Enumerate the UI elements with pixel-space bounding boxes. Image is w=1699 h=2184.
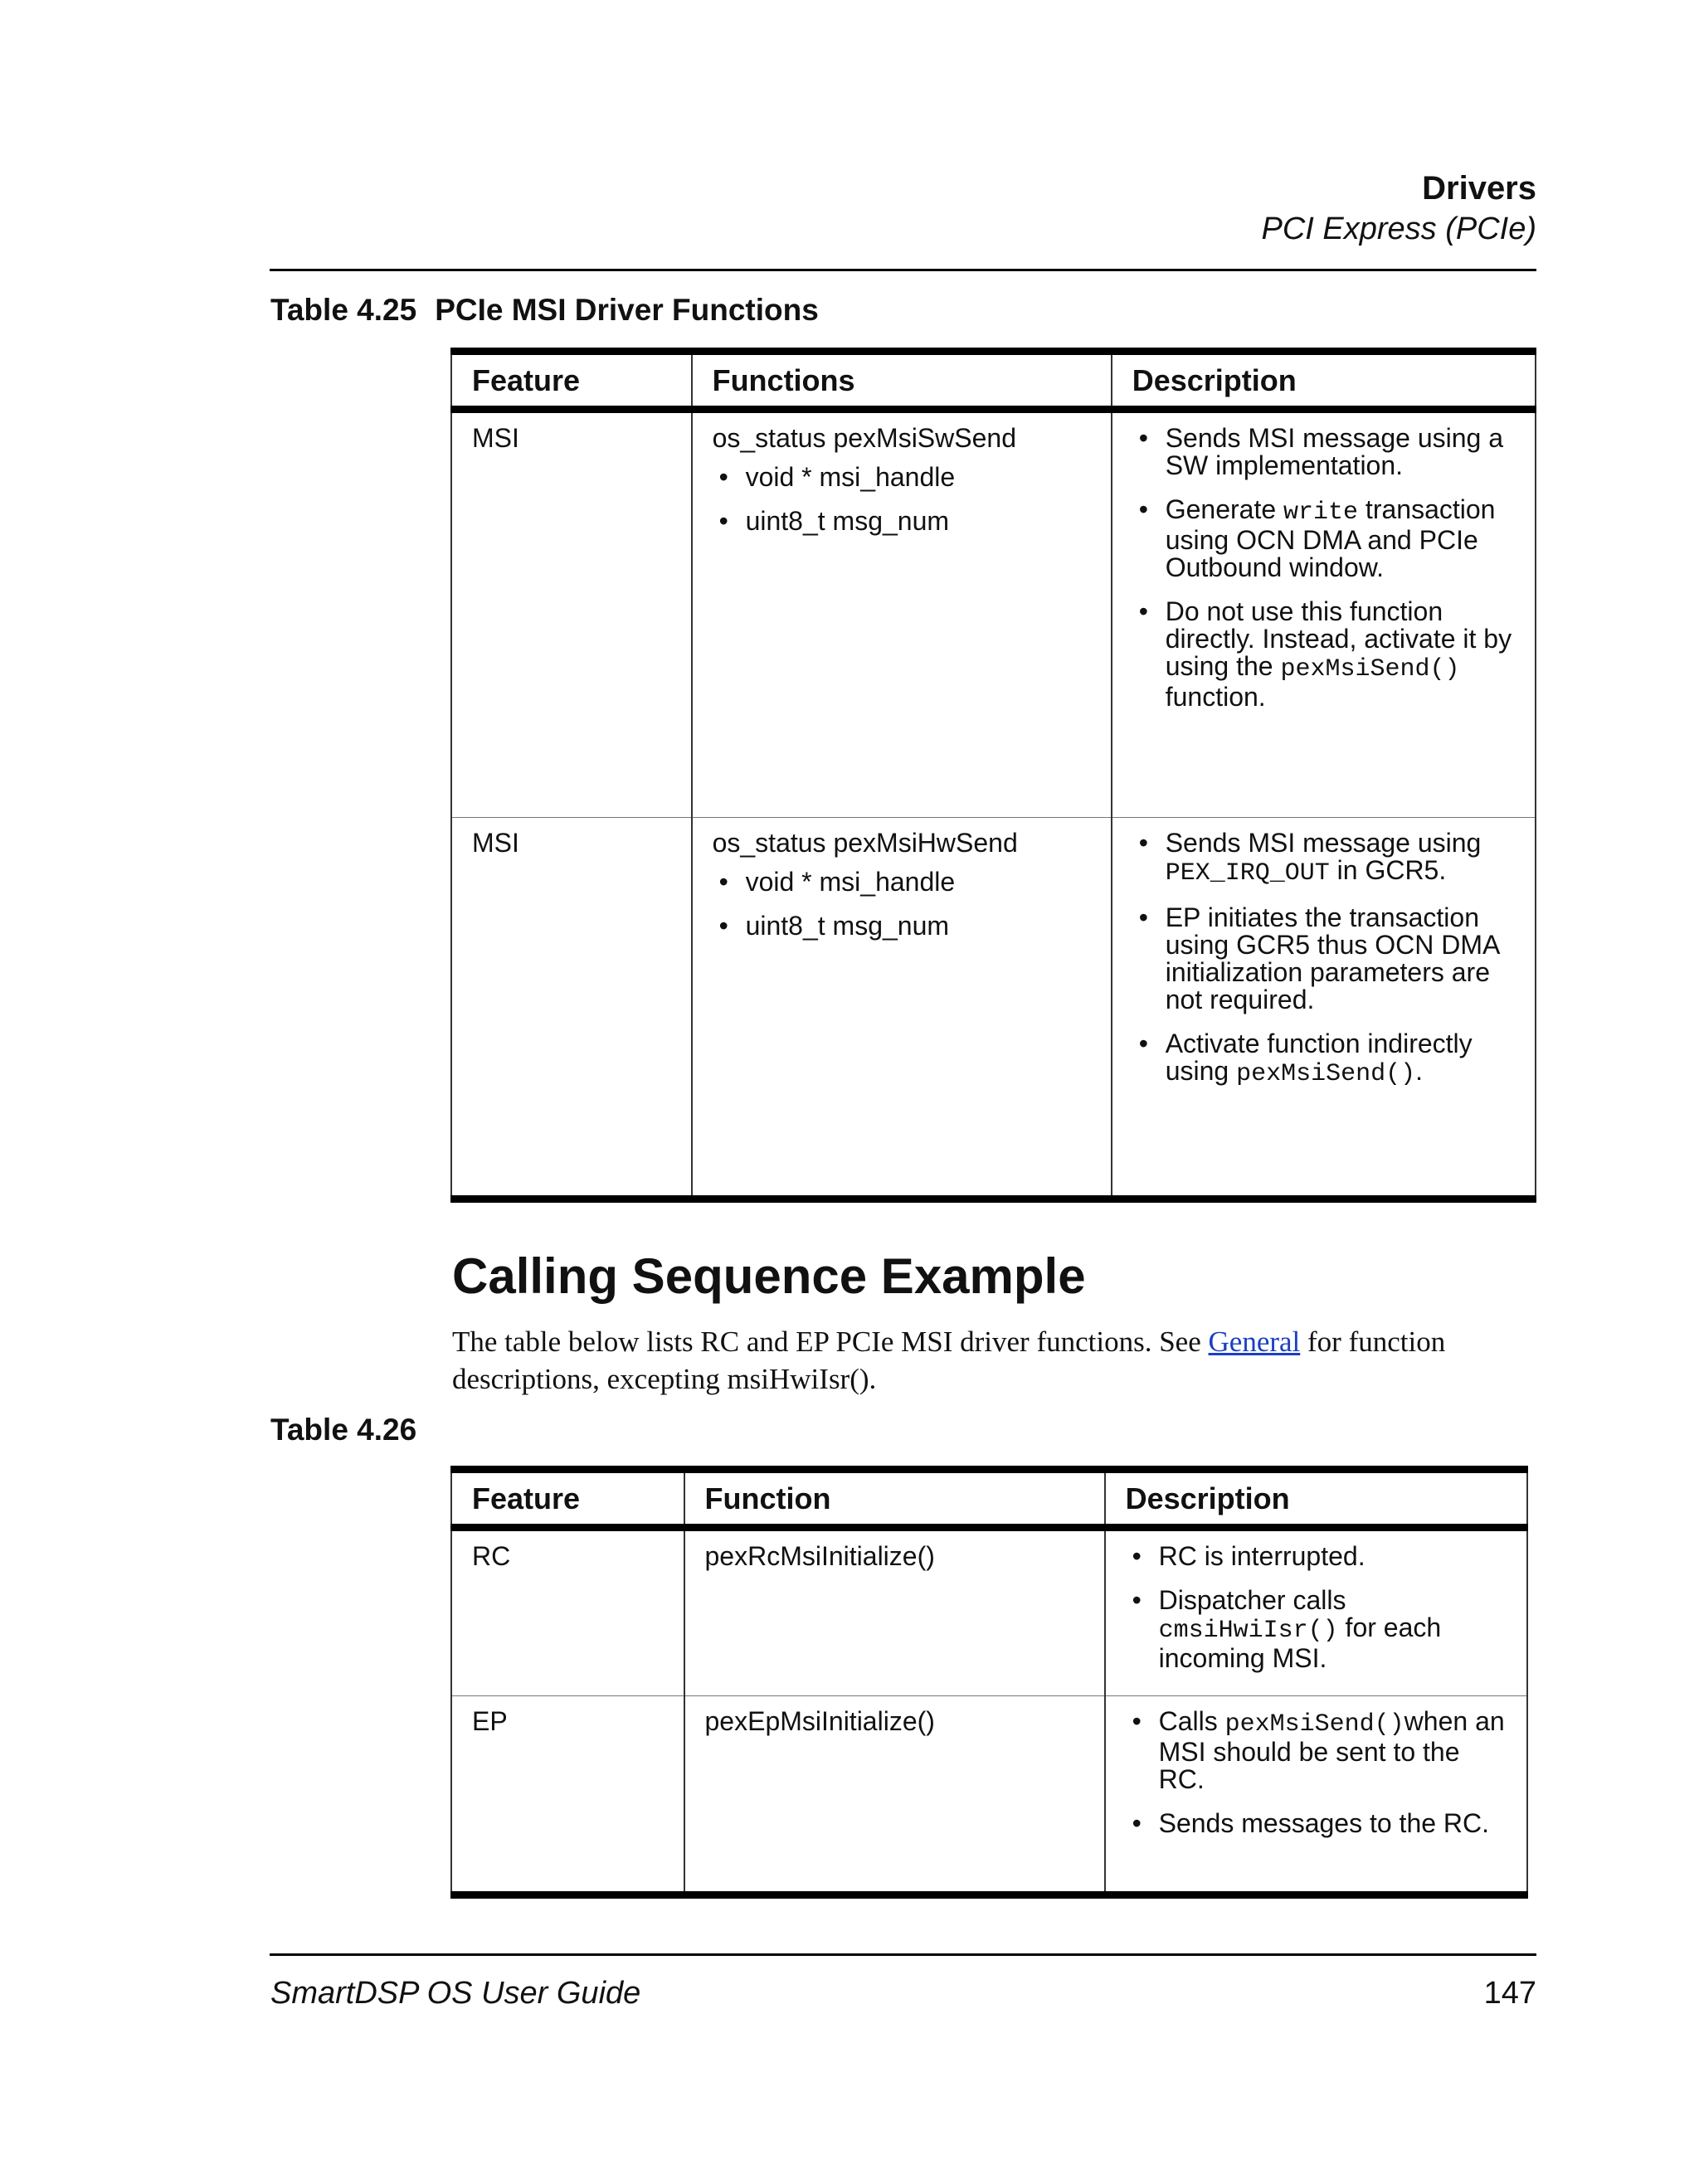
table-caption-title: PCIe MSI Driver Functions <box>435 293 819 327</box>
description-item <box>1132 1030 1515 1088</box>
text: Generate <box>1165 494 1284 524</box>
table-caption-number: Table 4.26 <box>270 1413 417 1447</box>
description-item <box>1132 598 1515 711</box>
text: when an MSI should be sent to the RC. <box>1158 1706 1505 1794</box>
parameter-list <box>713 868 1091 940</box>
description-list <box>1126 1543 1507 1672</box>
text: Do not use this function directly. Instead, activate it by using the <box>1165 596 1512 681</box>
code-text: pexMsiSend() <box>1280 655 1460 683</box>
parameter-item: • uint8_t msg_num <box>713 508 1091 535</box>
column-header-feature: Feature <box>451 1470 684 1528</box>
msi-driver-functions-table <box>450 348 1536 1203</box>
parameter-item: • void * msi_handle <box>713 868 1091 896</box>
text: Activate function indirectly using <box>1165 1029 1473 1086</box>
text: in GCR5. <box>1329 855 1447 885</box>
column-header-functions: Functions <box>692 352 1112 410</box>
footer-rule <box>270 1953 1536 1956</box>
function-cell: pexRcMsiInitialize() <box>684 1528 1105 1696</box>
feature-cell: RC <box>451 1528 684 1696</box>
table-row <box>451 818 1536 1199</box>
description-item: • Sends messages to the RC. <box>1126 1810 1507 1837</box>
text: Sends MSI message using <box>1165 828 1482 858</box>
table-caption-number: Table 4.25 <box>270 293 417 327</box>
feature-cell: EP <box>451 1696 684 1895</box>
function-signature: os_status pexMsiHwSend <box>712 828 1018 858</box>
description-cell <box>1112 818 1536 1199</box>
calling-sequence-table <box>450 1466 1528 1899</box>
parameter-list <box>713 464 1091 535</box>
description-list <box>1126 1708 1507 1837</box>
description-item <box>1132 496 1515 581</box>
running-header-title: Drivers <box>1422 170 1536 207</box>
text: Calls <box>1158 1706 1225 1736</box>
parameter-item: • void * msi_handle <box>713 464 1091 491</box>
table-header-row <box>451 1470 1527 1528</box>
description-item: • Sends MSI message using a SW implementation. <box>1132 425 1515 479</box>
description-cell <box>1105 1696 1527 1895</box>
description-cell <box>1112 410 1536 818</box>
text: . <box>1415 1056 1424 1086</box>
text: for function descriptions, excepting msiHwiIsr(). <box>452 1325 1446 1395</box>
description-list <box>1132 425 1515 711</box>
function-cell <box>692 410 1112 818</box>
code-text: cmsiHwiIsr() <box>1158 1617 1338 1645</box>
description-item: • EP initiates the transaction using GCR5 thus OCN DMA initialization parameters are not required. <box>1132 904 1515 1014</box>
table-4-25-caption <box>270 293 819 328</box>
text: Dispatcher calls <box>1158 1585 1346 1615</box>
text: function. <box>1165 682 1266 712</box>
description-item <box>1132 829 1515 888</box>
section-heading: Calling Sequence Example <box>452 1248 1086 1304</box>
parameter-item: • uint8_t msg_num <box>713 912 1091 940</box>
description-list <box>1132 829 1515 1088</box>
function-signature: os_status pexMsiSwSend <box>712 423 1016 453</box>
column-header-function: Function <box>684 1470 1105 1528</box>
text: for each incoming MSI. <box>1158 1612 1442 1673</box>
feature-cell: MSI <box>451 818 692 1199</box>
footer-page-number: 147 <box>1483 1976 1536 2011</box>
description-item <box>1126 1708 1507 1793</box>
footer-document-title: SmartDSP OS User Guide <box>270 1976 641 2011</box>
code-text: write <box>1283 499 1359 527</box>
code-text: pexMsiSend() <box>1236 1060 1416 1088</box>
table-row <box>451 1528 1527 1696</box>
column-header-description: Description <box>1105 1470 1527 1528</box>
text: The table below lists RC and EP PCIe MSI driver functions. See <box>452 1325 1209 1358</box>
function-cell: pexEpMsiInitialize() <box>684 1696 1105 1895</box>
feature-cell: MSI <box>451 410 692 818</box>
running-header-subtitle: PCI Express (PCIe) <box>1261 212 1536 246</box>
table-row <box>451 410 1536 818</box>
table-row <box>451 1696 1527 1895</box>
description-item <box>1126 1587 1507 1672</box>
description-item: • RC is interrupted. <box>1126 1543 1507 1570</box>
section-paragraph <box>452 1323 1531 1398</box>
column-header-feature: Feature <box>451 352 692 410</box>
header-rule <box>270 269 1536 271</box>
text: transaction using OCN DMA and PCIe Outbound window. <box>1165 494 1496 582</box>
function-cell <box>692 818 1112 1199</box>
column-header-description: Description <box>1112 352 1536 410</box>
code-text: PEX_IRQ_OUT <box>1165 859 1330 888</box>
description-cell <box>1105 1528 1527 1696</box>
code-text: pexMsiSend() <box>1224 1710 1404 1739</box>
table-4-26-caption <box>270 1413 416 1447</box>
general-link[interactable]: General <box>1208 1325 1301 1358</box>
table-header-row <box>451 352 1536 410</box>
